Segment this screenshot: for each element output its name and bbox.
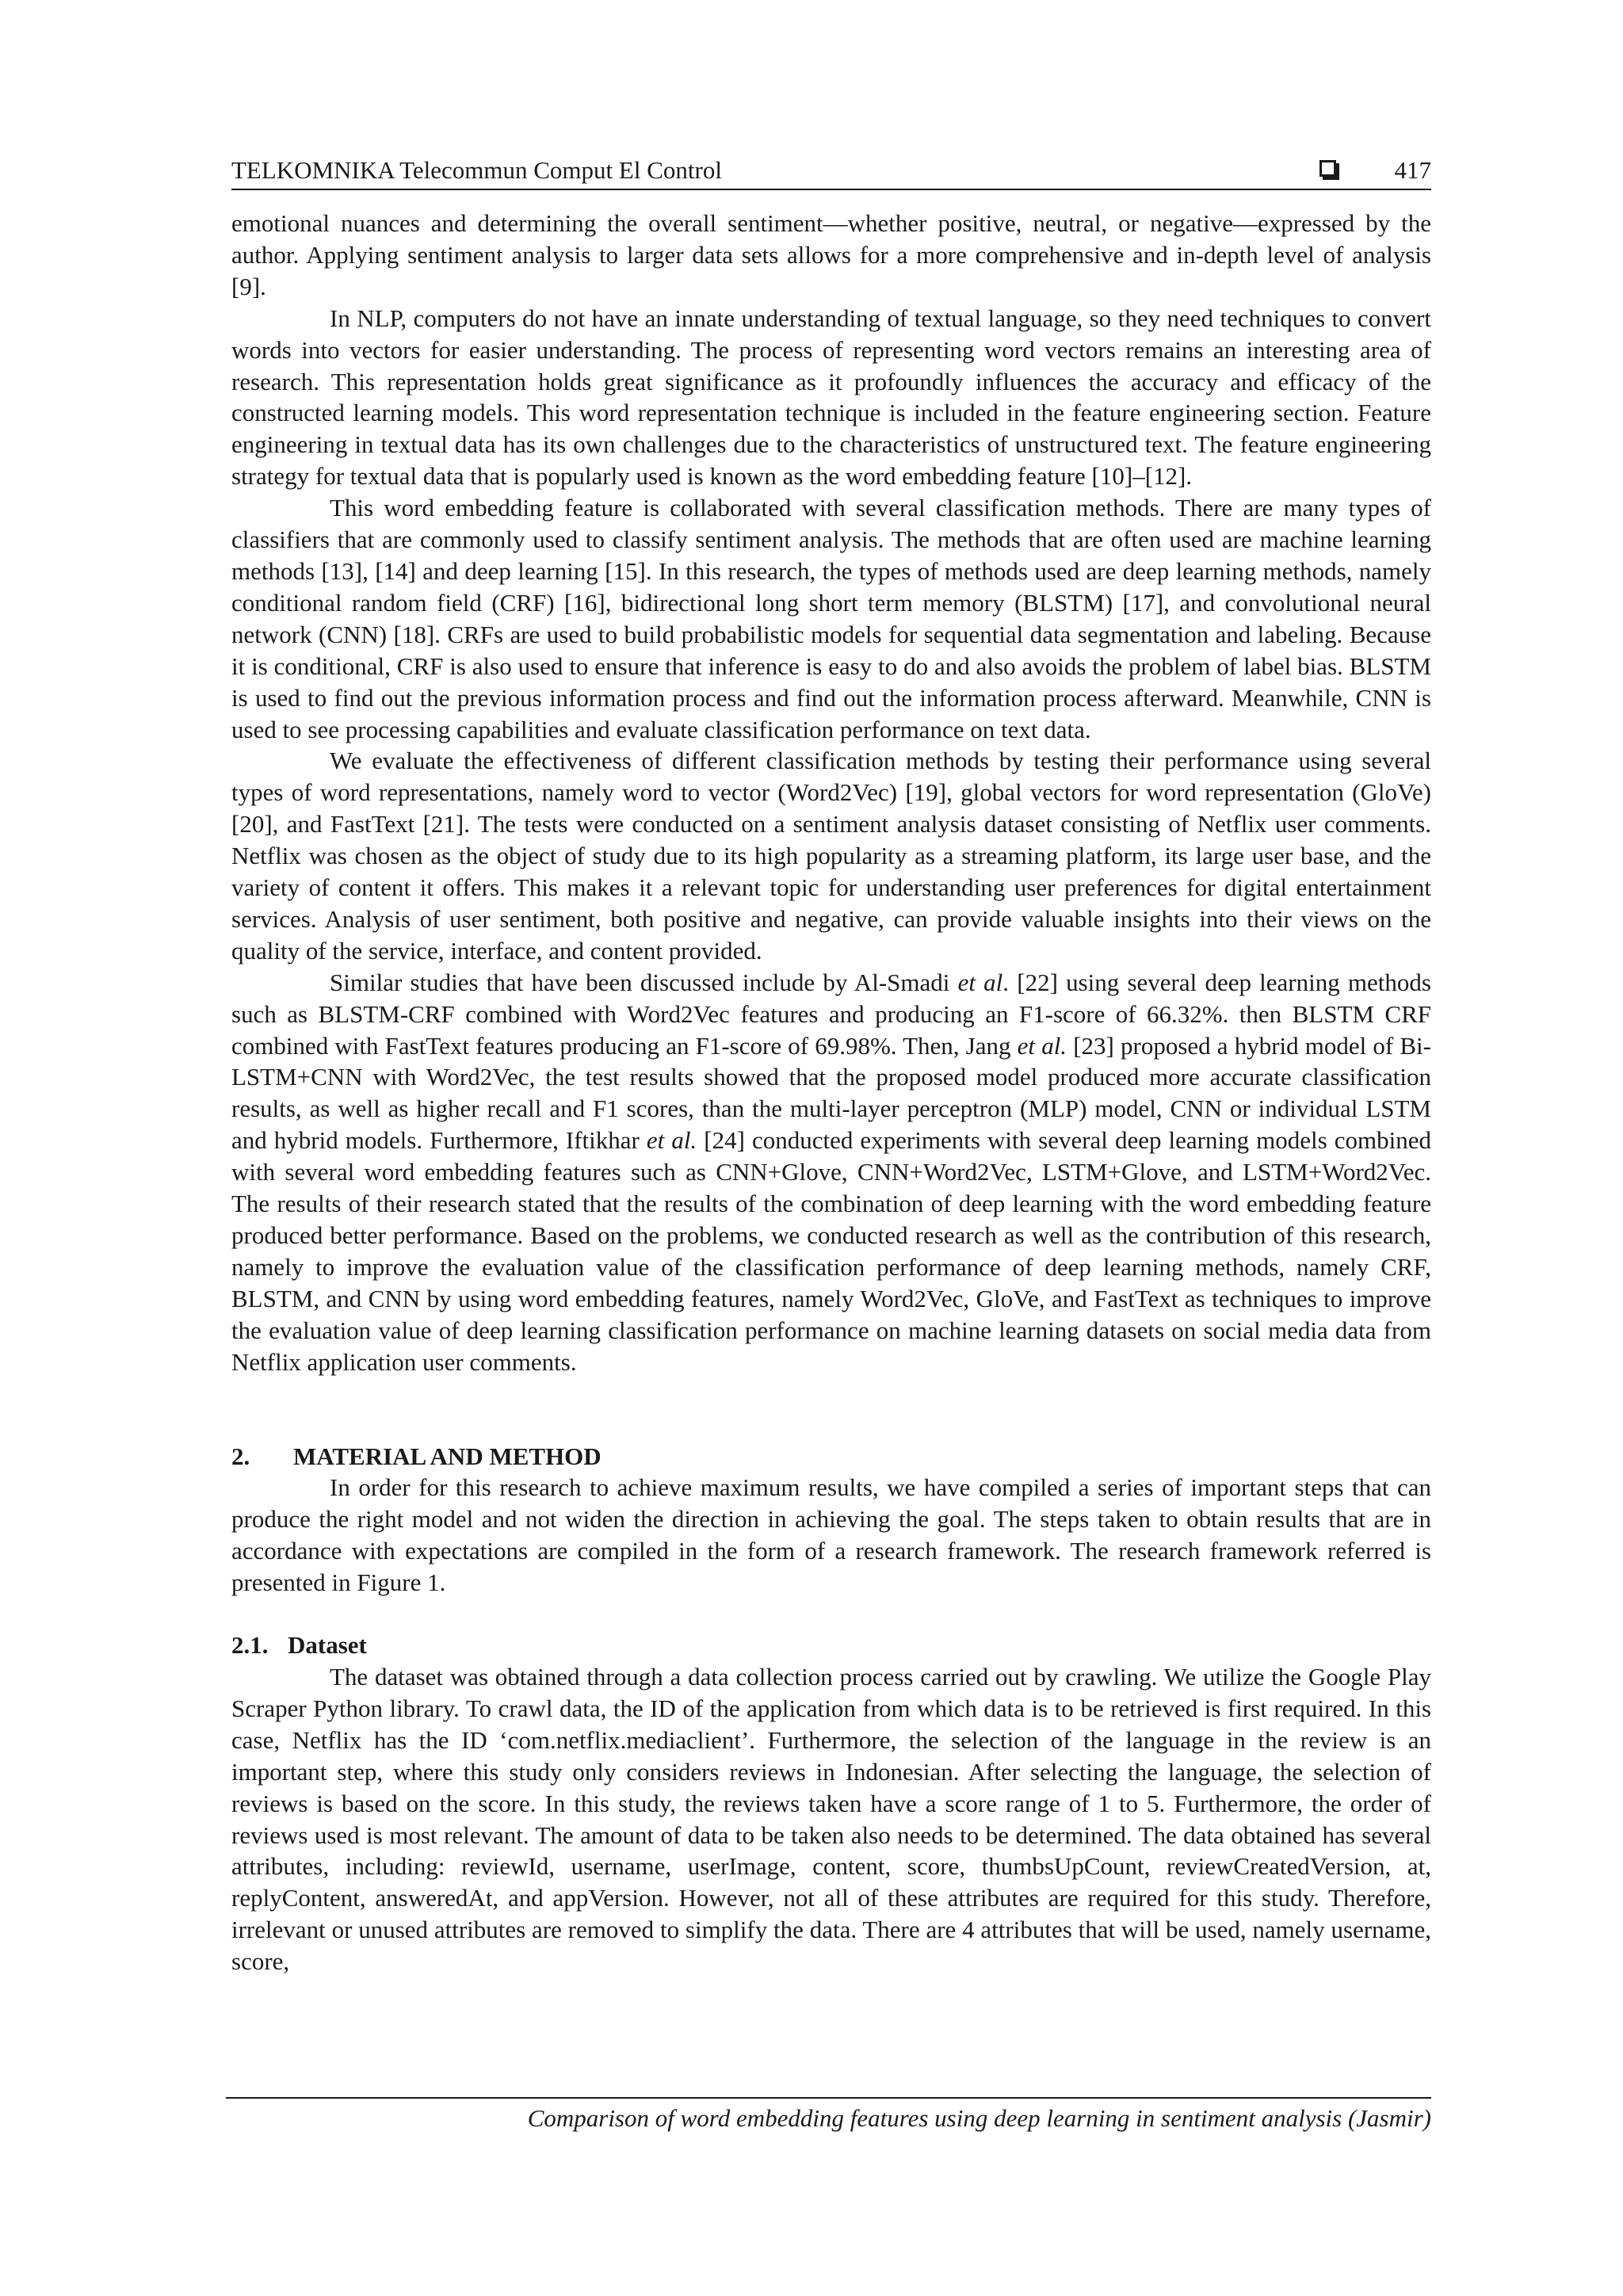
section-number: 2.: [231, 1442, 250, 1470]
et-al-citation: et al.: [646, 1126, 697, 1155]
et-al-citation: et al: [957, 968, 1003, 996]
section-2-1-paragraph: The dataset was obtained through a data collection process carried out by crawling. We utilize the Google Play Scraper Python library. To crawl data, the ID of the application from which data is to be retrieved is first required. In this case, Netflix has the ID ‘com.netflix.mediaclient’. Furthermore, the selection of the language in the review is an important step, where this study only considers reviews in Indonesian. After selecting the language, the selection of reviews is based on the score. In this study, the reviews taken have a score range of 1 to 5. Furthermore, the order of reviews used is most relevant. The amount of data to be taken also needs to be determined. The data obtained has several attributes, including: reviewId, username, userImage, content, score, thumbsUpCount, reviewCreatedVersion, at, replyContent, answeredAt, and appVersion. However, not all of these attributes are required for this study. Therefore, irrelevant or unused attributes are removed to simplify the data. There are 4 attributes that will be used, namely username, score,: [231, 1662, 1431, 1976]
et-al-citation: et al.: [1017, 1031, 1067, 1060]
paragraph-5-part-d: [24] conducted experiments with several deep learning models combined with several word embedding features such as CNN+Glove, CNN+Word2Vec, LSTM+Glove, and LSTM+Word2Vec. The results of their research stated that the results of the combination of deep learning with the word embedding feature produced better performance. Based on the problems, we conducted research as well as the contribution of this research, namely to improve the evaluation value of the classification performance of deep learning methods, namely CRF, BLSTM, and CNN by using word embedding features, namely Word2Vec, GloVe, and FastText as techniques to improve the evaluation value of deep learning classification performance on machine learning datasets on social media data from Netflix application user comments.: [231, 1126, 1431, 1376]
paragraph-2: In NLP, computers do not have an innate understanding of textual language, so they need techniques to convert words into vectors for easier understanding. The process of representing word vectors remains an interesting area of research. This representation holds great significance as it profoundly influences the accuracy and efficacy of the constructed learning models. This word representation technique is included in the feature engineering section. Feature engineering in textual data has its own challenges due to the characteristics of unstructured text. The feature engineering strategy for textual data that is popularly used is known as the word embedding feature [10]–[12].: [231, 304, 1431, 491]
page: [231, 151, 1431, 1977]
footer-rule: [226, 2097, 1431, 2099]
paragraph-1: emotional nuances and determining the overall sentiment—whether positive, neutral, or negative—expressed by the author. Applying sentiment analysis to larger data sets allows for a more comprehensive and in-depth level of analysis [9].: [231, 209, 1431, 300]
section-heading-2: [231, 1441, 1431, 1473]
body-text: [231, 208, 1431, 1977]
paragraph-5: [231, 967, 1431, 1378]
page-number: 417: [1394, 156, 1431, 184]
section-2-paragraph: In order for this research to achieve maximum results, we have compiled a series of important steps that can produce the right model and not widen the direction in achieving the goal. The steps taken to obtain results that are in accordance with expectations are compiled in the form of a research framework. The research framework referred is presented in Figure 1.: [231, 1473, 1431, 1597]
section-title: MATERIAL AND METHOD: [293, 1442, 601, 1470]
paragraph-4: We evaluate the effectiveness of different classification methods by testing their performance using several types of word representations, namely word to vector (Word2Vec) [19], global vectors for word representation (GloVe) [20], and FastText [21]. The tests were conducted on a sentiment analysis dataset consisting of Netflix user comments. Netflix was chosen as the object of study due to its high popularity as a streaming platform, its large user base, and the variety of content it offers. This makes it a relevant topic for understanding user preferences for digital entertainment services. Analysis of user sentiment, both positive and negative, can provide valuable insights into their views on the quality of the service, interface, and content provided.: [231, 747, 1431, 965]
paragraph-5-part-c: [23] proposed a hybrid model of Bi-LSTM+CNN with Word2Vec, the test results showed that the proposed model produced more accurate classification results, as well as higher recall and F1 scores, than the multi-layer perceptron (MLP) model, CNN or individual LSTM and hybrid models. Furthermore, Iftikhar: [231, 1031, 1431, 1155]
page-footer: [226, 2097, 1431, 2135]
subsection-heading-2-1: [231, 1629, 1431, 1661]
paragraph-5-part-b: . [22] using several deep learning methods such as BLSTM-CRF combined with Word2Vec features and producing an F1-score of 66.32%. then BLSTM CRF combined with FastText features producing an F1-score of 69.98%. Then, Jang: [231, 968, 1431, 1060]
journal-name: TELKOMNIKA Telecommun Comput El Control: [231, 156, 722, 184]
paragraph-3: This word embedding feature is collaborated with several classification methods. There are many types of classifiers that are commonly used to classify sentiment analysis. The methods that are often used are machine learning methods [13], [14] and deep learning [15]. In this research, the types of methods used are deep learning methods, namely conditional random field (CRF) [16], bidirectional long short term memory (BLSTM) [17], and convolutional neural network (CNN) [18]. CRFs are used to build probabilistic models for sequential data segmentation and labeling. Because it is conditional, CRF is also used to ensure that inference is easy to do and also avoids the problem of label bias. BLSTM is used to find out the previous information process and find out the information process afterward. Meanwhile, CNN is used to see processing capabilities and evaluate classification performance on text data.: [231, 494, 1431, 743]
paragraph-5-part-a: Similar studies that have been discussed include by Al-Smadi: [330, 968, 958, 996]
checkbox-square-icon: [1319, 160, 1336, 177]
running-head: [231, 151, 1431, 190]
subsection-title: Dataset: [288, 1631, 367, 1660]
footer-title: Comparison of word embedding features using deep learning in sentiment analysis (Jasmir): [527, 2104, 1431, 2132]
subsection-number: 2.1.: [231, 1631, 269, 1660]
